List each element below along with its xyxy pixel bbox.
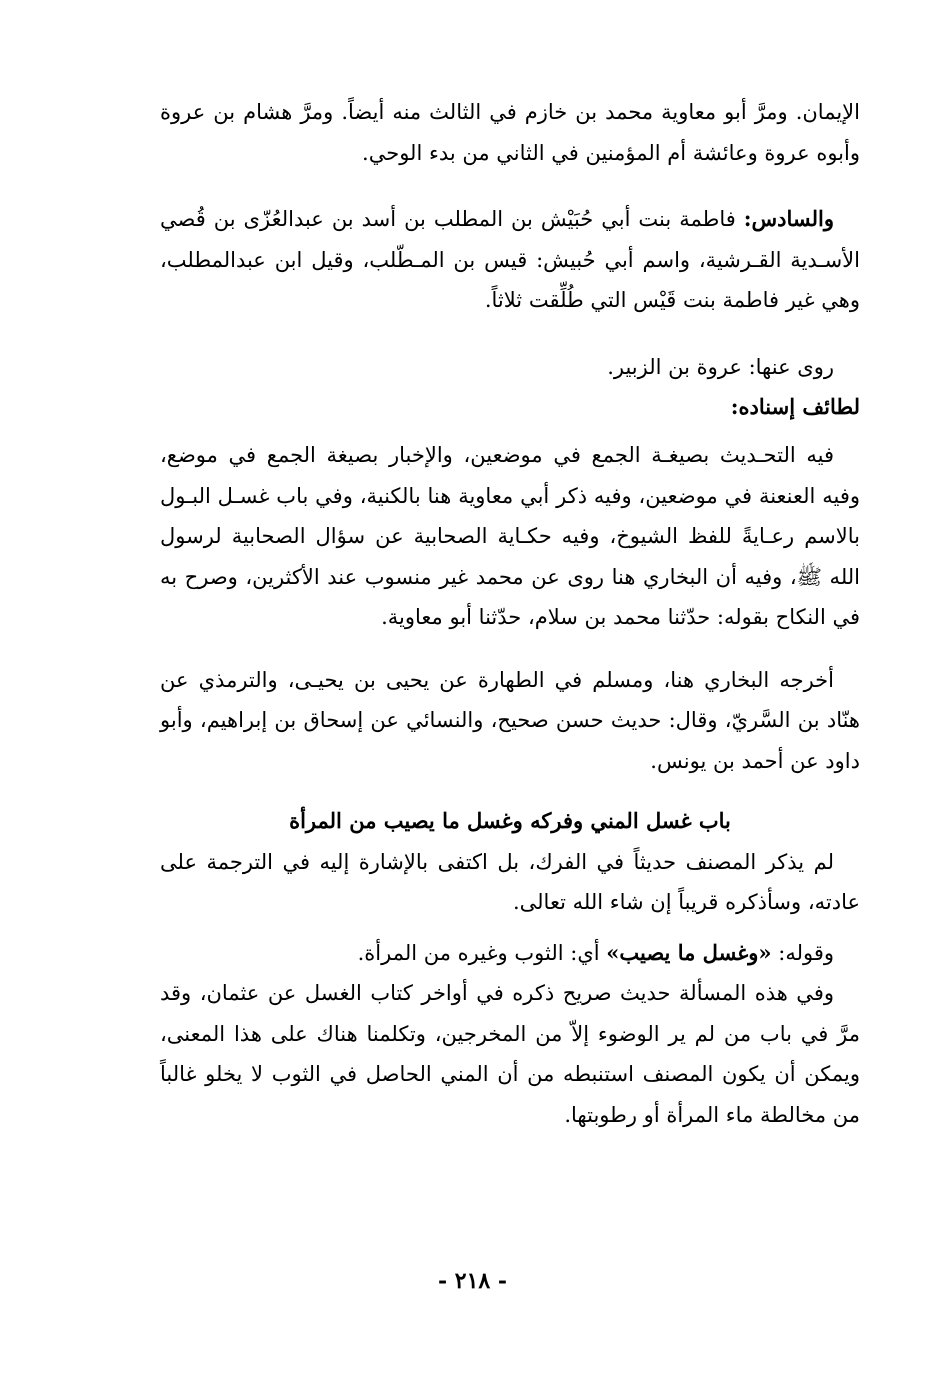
page-body [160, 92, 860, 1135]
paragraph-wa-fi-hadhihi: وفي هذه المسألة حديث صريح ذكره في أواخر كتاب الغسل عن عثمان، وقد مرَّ في باب من لم ير الوضوء إلاّ من المخرجين، وتكلمنا هناك على هذا المعنى، ويمكن أن يكون المصنف استنبطه من أن المني الحاصل في الثوب لا يخلو غالباً من مخالطة ماء المرأة أو رطوبتها. [160, 981, 860, 1127]
heading-lataif-isnad: لطائف إسناده: [730, 394, 860, 419]
paragraph-sadis [160, 199, 860, 321]
paragraph-wa-qawluhu [160, 933, 860, 974]
paragraph-sadis-text: فاطمة بنت أبي حُبَيْش بن المطلب بن أسد بن عبدالعُزّى بن قُصي الأسـدية القـرشية، واسم أبي حُبيش: قيس بن المـطّلب، وقيل ابن عبدالمطلب، وهي غير فاطمة بنت قَيْس التي طُلِّقت ثلاثاً. [160, 207, 860, 312]
paragraph-1: الإيمان. ومرَّ أبو معاوية محمد بن خازم في الثالث منه أيضاً. ومرَّ هشام بن عروة وأبوه عروة وعائشة أم المؤمنين في الثاني من بدء الوحي. [160, 100, 860, 165]
paragraph-rawa: روى عنها: عروة بن الزبير. [607, 354, 834, 379]
paragraph-lataif: فيه التحـديث بصيغـة الجمع في موضعين، والإخبار بصيغة الجمع في موضع، وفيه العنعنة في موضعين، وفيه ذكر أبي معاوية هنا بالكنية، وفي باب غسـل البـول بالاسم رعـايةً للفظ الشيوخ، وفيه حكـاية الصحابية عن سؤال الصحابية لرسول الله ﷺ، وفيه أن البخاري هنا روى عن محمد غير منسوب عند الأكثرين، وصرح به في النكاح بقوله: حدّثنا محمد بن سلام، حدّثنا أبو معاوية. [160, 443, 860, 629]
qawluhu-prefix: وقوله: [771, 940, 834, 965]
paragraph-lam-yadhkur: لم يذكر المصنف حديثاً في الفرك، بل اكتفى بالإشارة إليه في الترجمة على عادته، وسأذكره قريباً إن شاء الله تعالى. [160, 849, 860, 914]
qawluhu-suffix: أي: الثوب وغيره من المرأة. [357, 940, 607, 965]
qawluhu-quote: «وغسل ما يصيب» [606, 939, 772, 965]
label-sadis: والسادس: [743, 206, 834, 231]
page-number: - ٢١٨ - [437, 1268, 508, 1294]
chapter-heading: باب غسل المني وفركه وغسل ما يصيب من المرأة [289, 808, 731, 833]
paragraph-akhrajahu: أخرجه البخاري هنا، ومسلم في الطهارة عن يحيى بن يحيـى، والترمذي عن هنّاد بن السَّريّ، وقال: حديث حسن صحيح، والنسائي عن إسحاق بن إبراهيم، وأبو داود عن أحمد بن يونس. [160, 667, 860, 773]
